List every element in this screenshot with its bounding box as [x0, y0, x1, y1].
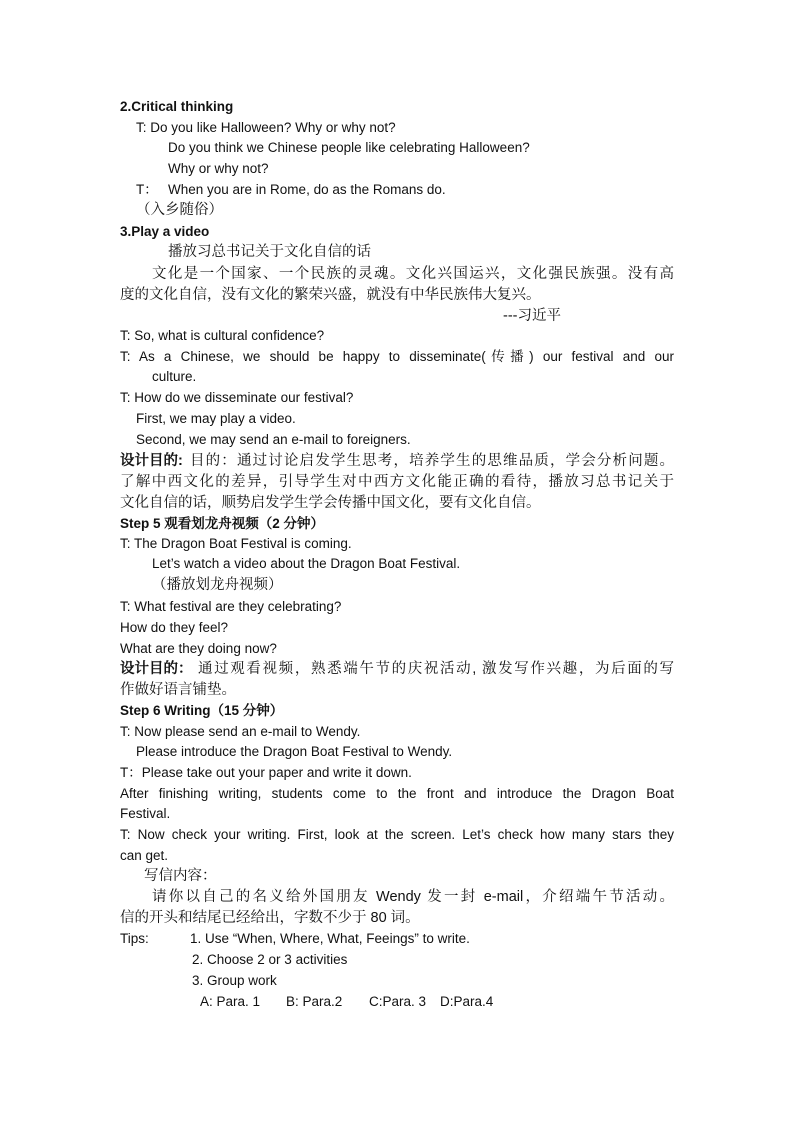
text-line: T: Now please send an e-mail to Wendy.: [120, 724, 361, 739]
text-line: Please introduce the Dragon Boat Festival to Wendy.: [136, 744, 453, 759]
quote-author: ---习近平: [503, 308, 561, 324]
quote-line: 文化是一个国家、一个民族的灵魂。文化兴国运兴，文化强民族强。没有高: [152, 266, 674, 282]
text-line: Why or why not?: [168, 161, 269, 176]
tip-item: 1. Use “When, Where, What, Feeings” to write.: [190, 931, 470, 946]
text-line: culture.: [152, 369, 197, 384]
section-heading-critical-thinking: 2.Critical thinking: [120, 99, 234, 114]
text-line: T: Do you like Halloween? Why or why not?: [136, 120, 396, 135]
text-line: 信的开头和结尾已经给出，字数不少于 80 词。: [120, 910, 420, 926]
para-option-a: A: Para. 1: [200, 994, 261, 1009]
quote-line: 度的文化自信，没有文化的繁荣兴盛，就没有中华民族伟大复兴。: [120, 287, 541, 303]
text-line: Let’s watch a video about the Dragon Boat Festival.: [152, 556, 461, 571]
text-line: 作做好语言铺垫。: [120, 682, 236, 698]
text-line: Do you think we Chinese people like celebrating Halloween?: [168, 140, 530, 155]
text-line: 文化自信的话，顺势启发学生学会传播中国文化，要有文化自信。: [120, 495, 541, 511]
text-line: 目的：通过讨论启发学生思考，培养学生的思维品质，学会分析问题。: [190, 453, 674, 469]
tip-item: 3. Group work: [192, 973, 277, 988]
text-line: （入乡随俗）: [136, 202, 223, 218]
text-line: T：Please take out your paper and write it down.: [120, 765, 412, 780]
text-line: 写信内容：: [144, 868, 217, 884]
text-line: How do they feel?: [120, 620, 229, 635]
text-line: After finishing writing, students come to the front and introduce the Dragon Boat: [120, 786, 674, 801]
tips-label: Tips:: [120, 931, 149, 946]
text-line: T: Now check your writing. First, look at the screen. Let’s check how many stars they: [120, 827, 674, 842]
para-option-b: B: Para.2: [286, 994, 343, 1009]
text-line: 了解中西文化的差异，引导学生对中西方文化能正确的看待，播放习总书记关于: [120, 474, 674, 490]
para-option-d: D:Para.4: [440, 994, 494, 1009]
text-line: T: As a Chinese, we should be happy to disseminate(传播) our festival and our: [120, 349, 674, 364]
para-option-c: C:Para. 3: [369, 994, 427, 1009]
text-line: Festival.: [120, 806, 171, 821]
text-line: T: What festival are they celebrating?: [120, 599, 342, 614]
text-line: （播放划龙舟视频）: [152, 577, 283, 593]
text-line: can get.: [120, 848, 169, 863]
text-line: 播放习总书记关于文化自信的话: [168, 244, 371, 260]
text-line: First, we may play a video.: [136, 411, 296, 426]
design-purpose-label: 设计目的：: [120, 661, 193, 677]
text-line: 请你以自己的名义给外国朋友 Wendy 发一封 e-mail，介绍端午节活动。: [152, 889, 674, 905]
design-purpose-label: 设计目的:: [120, 453, 183, 469]
step5-heading: Step 5 观看划龙舟视频（2 分钟）: [120, 516, 325, 531]
text-line: T: So, what is cultural confidence?: [120, 328, 325, 343]
text-line: When you are in Rome, do as the Romans do.: [168, 182, 446, 197]
text-line: T: The Dragon Boat Festival is coming.: [120, 536, 352, 551]
text-line: Second, we may send an e-mail to foreigners.: [136, 432, 411, 447]
section-heading-play-video: 3.Play a video: [120, 224, 210, 239]
speaker-label: T：: [136, 182, 158, 197]
text-line: What are they doing now?: [120, 641, 277, 656]
step6-heading: Step 6 Writing（15 分钟）: [120, 703, 284, 718]
tip-item: 2. Choose 2 or 3 activities: [192, 952, 348, 967]
text-line: T: How do we disseminate our festival?: [120, 390, 354, 405]
text-line: 通过观看视频，熟悉端午节的庆祝活动, 激发写作兴趣，为后面的写: [198, 661, 674, 677]
